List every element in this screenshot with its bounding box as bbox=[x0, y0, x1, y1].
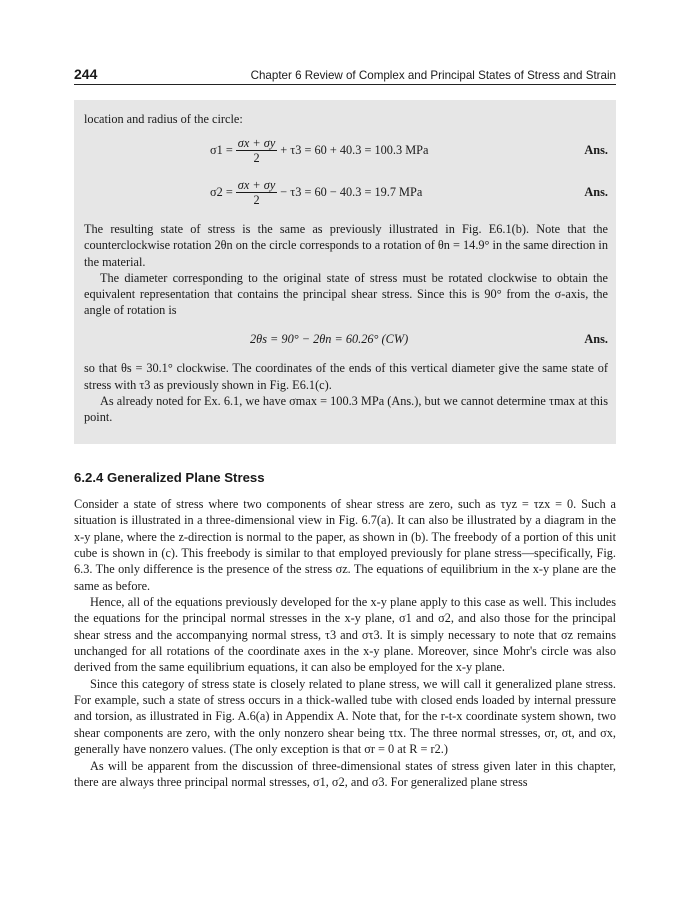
equation-sigma2 bbox=[84, 175, 608, 209]
eq2-frac-den: 2 bbox=[253, 192, 260, 207]
body-paragraph-4: As will be apparent from the discussion of three-dimensional states of stress given later in this chapter, there are always three principal normal stresses, σ1, σ2, and σ3. For generalized plane stress bbox=[74, 758, 616, 789]
eq2-rest: − τ3 = 60 − 40.3 = 19.7 MPa bbox=[280, 184, 423, 199]
eq1-frac-den: 2 bbox=[253, 150, 260, 165]
example-para-1: The resulting state of stress is the same as previously illustrated in Fig. E6.1(b). Note that the counterclockwise rotation 2θn on the circle corresponds to a rotation of θn = 14.9° in the same direction in the material. bbox=[84, 222, 608, 269]
eq3-expr: 2θs = 90° − 2θn = 60.26° (CW) bbox=[250, 331, 409, 346]
page-number: 244 bbox=[74, 66, 98, 82]
body-paragraph-2: Hence, all of the equations previously developed for the x-y plane apply to this case as well. This includes the equations for the principal normal stresses in the x-y plane, σ1 and σ2, and also those for the principal shear stress and the accompanying normal stress, τ3 and στ3. It is simply necessary to note that σz remains unchanged for all rotations of the coordinate axes in the x-y plane. Moreover, since Mohr's circle was also derived from the same equilibrium equations, it can also be employed for the x-y plane. bbox=[74, 595, 616, 675]
eq2-ans: Ans. bbox=[584, 184, 608, 199]
example-intro: location and radius of the circle: bbox=[84, 112, 243, 126]
eq3-ans: Ans. bbox=[584, 331, 608, 346]
eq1-lhs: σ1 = bbox=[210, 142, 233, 157]
eq1-ans: Ans. bbox=[584, 142, 608, 157]
eq2-fraction bbox=[236, 178, 278, 207]
eq2-lhs: σ2 = bbox=[210, 184, 233, 199]
section-heading: 6.2.4 Generalized Plane Stress bbox=[74, 470, 265, 485]
example-solution-box bbox=[74, 100, 616, 444]
eq1-fraction bbox=[236, 136, 278, 165]
example-para-3: so that θs = 30.1° clockwise. The coordinates of the ends of this vertical diameter give the same state of stress with τ3 as previously shown in Fig. E6.1(c). bbox=[84, 361, 608, 392]
body-paragraph-1: Consider a state of stress where two components of shear stress are zero, such as τyz = τzx = 0. Such a situation is illustrated in a three-dimensional view in Fig. 6.7(a). It can also be illustrated by a diagram in the x-y plane, where the z-direction is normal to the paper, as shown in (b). The freebody of a portion of this unit cube is shown in (c). This freebody is similar to that employed previously for plane stress—specifically, Fig. 6.3. The only difference is the presence of the stress σz. The equations of equilibrium in the x-y plane are the same as before. bbox=[74, 497, 616, 593]
eq1-rest: + τ3 = 60 + 40.3 = 100.3 MPa bbox=[280, 142, 429, 157]
page-header bbox=[74, 66, 616, 82]
example-para-2: The diameter corresponding to the original state of stress must be rotated clockwise to obtain the equivalent representation that contains the principal shear stress. Since this is 90° from the σ-axis, the angle of rotation is bbox=[84, 270, 608, 318]
running-head: Chapter 6 Review of Complex and Principal States of Stress and Strain bbox=[250, 69, 616, 82]
body-paragraph-3: Since this category of stress state is closely related to plane stress, we will call it generalized plane stress. For example, such a state of stress occurs in a thick-walled tube with closed ends loaded by internal pressure and torsion, as illustrated in Fig. A.6(a) in Appendix A. Note that, for the r-t-x coordinate system shown, two shear components are zero, with the only nonzero shear being τtx. The three normal stresses, σr, σt, and σx, generally have nonzero values. (The only exception is that σr = 0 at R = r2.) bbox=[74, 676, 616, 757]
example-para-4: As already noted for Ex. 6.1, we have σmax = 100.3 MPa (Ans.), but we cannot determine τmax at this point. bbox=[84, 393, 608, 425]
section-body bbox=[74, 496, 616, 790]
eq1-frac-num: σx + σy bbox=[237, 135, 276, 150]
equation-theta-s bbox=[84, 322, 608, 356]
header-rule bbox=[74, 84, 616, 85]
eq2-frac-num: σx + σy bbox=[237, 177, 276, 192]
equation-sigma1 bbox=[84, 133, 608, 167]
